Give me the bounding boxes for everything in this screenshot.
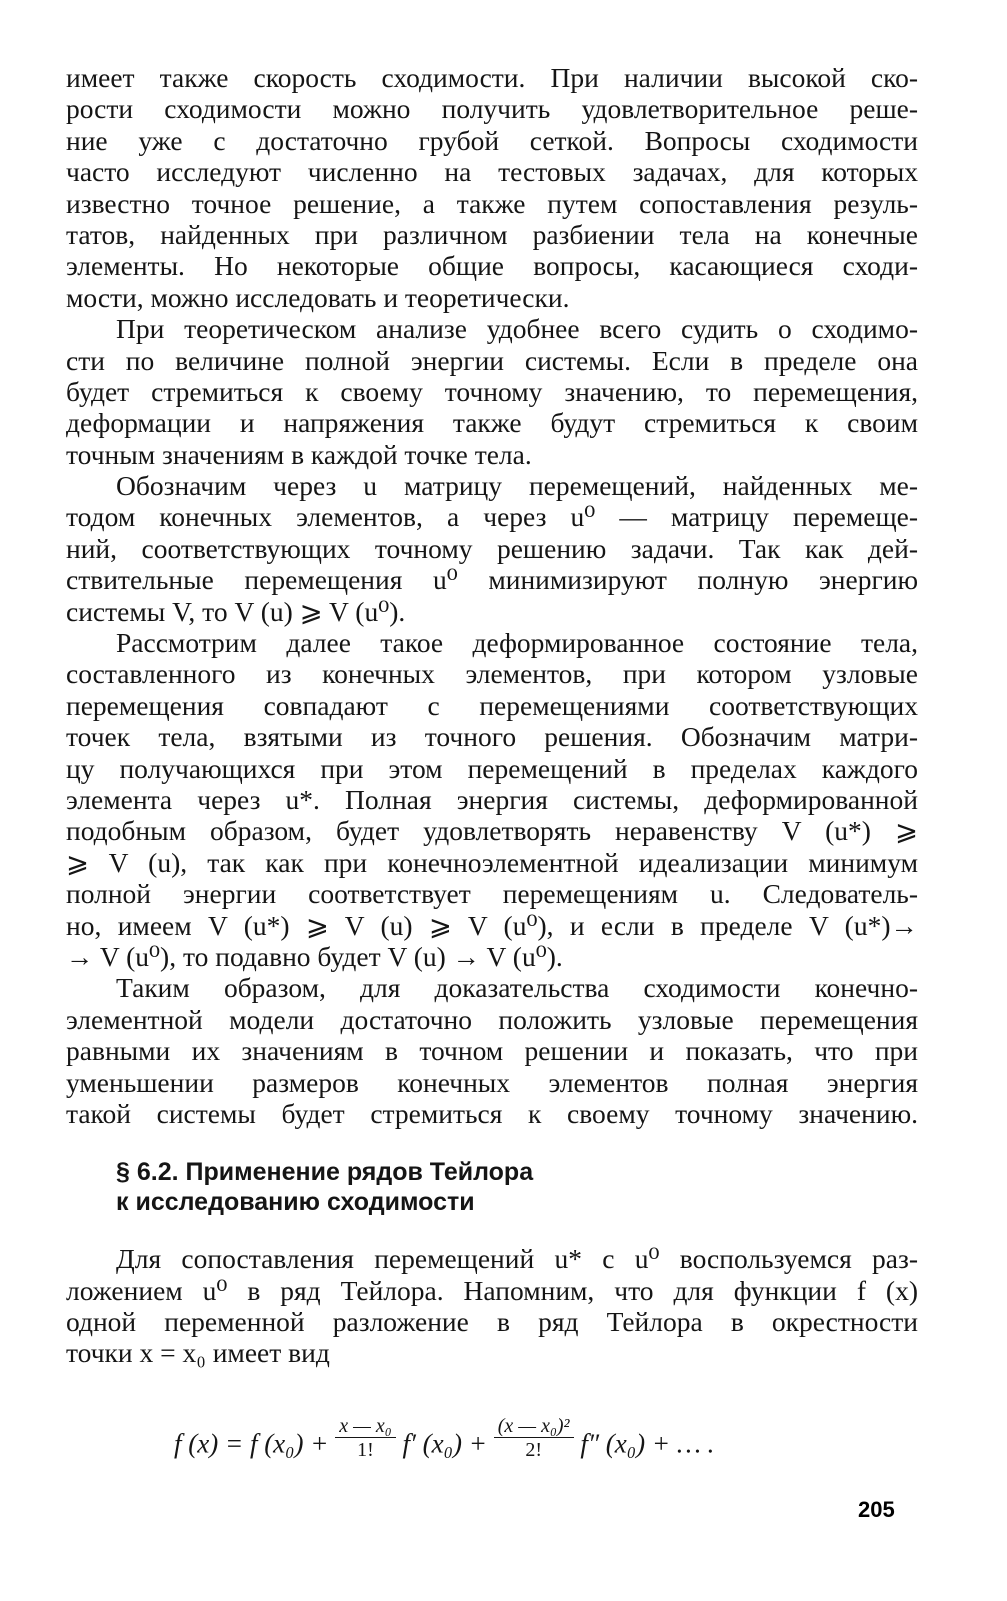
text-line: ⩾ V (u), так как при конечноэлементной идеализации минимум <box>66 846 918 878</box>
text-line: цу получающихся при этом перемещений в пределах каждого <box>66 752 918 784</box>
text-line: ствительные перемещения u⁰ минимизируют полную энергию <box>66 564 918 596</box>
text-line: татов, найденных при различном разбиении тела на конечные <box>66 218 918 250</box>
taylor-formula <box>66 1403 918 1473</box>
text-line: Рассмотрим далее такое деформированное состояние тела, <box>116 627 918 659</box>
text-line: Обозначим через u матрицу перемещений, найденных ме- <box>116 470 918 502</box>
fraction <box>335 1415 396 1462</box>
section-title-line: к исследованию сходимости <box>116 1188 475 1217</box>
paragraph-2 <box>66 313 918 470</box>
text-line: ние уже с достаточно грубой сеткой. Вопросы сходимости <box>66 124 918 156</box>
text-line: полной энергии соответствует перемещениям u. Следователь- <box>66 878 918 910</box>
text-line: уменьшении размеров конечных элементов полная энергия <box>66 1066 918 1098</box>
text-line: часто исследуют численно на тестовых задачах, для которых <box>66 156 918 188</box>
text-line: При теоретическом анализе удобнее всего судить о сходимо- <box>116 313 918 345</box>
paragraph-1 <box>66 62 918 313</box>
text-line: такой системы будет стремиться к своему точному значению. <box>66 1097 918 1129</box>
text-line: сти по величине полной энергии системы. Если в пределе она <box>66 344 918 376</box>
text-line: деформации и напряжения также будут стремиться к своим <box>66 407 918 439</box>
text-line: рости сходимости можно получить удовлетворительное реше- <box>66 93 918 125</box>
text-line: равными их значениям в точном решении и показать, что при <box>66 1035 918 1067</box>
text-line: будет стремиться к своему точному значению, то перемещения, <box>66 375 918 407</box>
text-line: мости, можно исследовать и теоретически. <box>66 281 570 313</box>
text-line: подобным образом, будет удовлетворять неравенству V (u*) ⩾ <box>66 815 918 847</box>
text-line: элемента через u*. Полная энергия системы, деформированной <box>66 783 918 815</box>
fraction-denominator: 1! <box>357 1438 374 1461</box>
text-line: → V (u⁰), то подавно будет V (u) → V (u⁰). <box>66 940 563 972</box>
formula-part: f (x) = f (x₀) + <box>174 1428 336 1459</box>
paragraph-3 <box>66 470 918 627</box>
text-line: элементы. Но некоторые общие вопросы, касающиеся сходи- <box>66 250 918 282</box>
fraction-numerator: x — x₀ <box>335 1415 396 1438</box>
paragraph-4 <box>66 627 918 972</box>
fraction-numerator: (x — x₀)² <box>494 1415 574 1438</box>
paragraph-5 <box>66 972 918 1129</box>
paragraph-6 <box>66 1243 918 1369</box>
formula-part: f″ (x₀) + … . <box>573 1428 715 1459</box>
text-line: тодом конечных элементов, а через u⁰ — матрицу перемеще- <box>66 501 918 533</box>
text-line: имеет также скорость сходимости. При наличии высокой ско- <box>66 62 918 93</box>
section-title-line: § 6.2. Применение рядов Тейлора <box>116 1158 534 1187</box>
text-line: Для сопоставления перемещений u* с u⁰ воспользуемся раз- <box>116 1243 918 1275</box>
fraction <box>494 1415 574 1462</box>
text-line: одной переменной разложение в ряд Тейлора в окрестности <box>66 1306 918 1338</box>
text-line: точек тела, взятыми из точного решения. Обозначим матри- <box>66 721 918 753</box>
text-line: системы V, то V (u) ⩾ V (u⁰). <box>66 595 406 627</box>
text-line: ложением u⁰ в ряд Тейлора. Напомним, что для функции f (x) <box>66 1274 918 1306</box>
text-line: но, имеем V (u*) ⩾ V (u) ⩾ V (u⁰), и если в пределе V (u*)→ <box>66 909 918 941</box>
formula-part: f′ (x₀) + <box>395 1428 494 1459</box>
fraction-denominator: 2! <box>525 1438 542 1461</box>
text-line: элементной модели достаточно положить узловые перемещения <box>66 1003 918 1035</box>
text-line: составленного из конечных элементов, при котором узловые <box>66 658 918 690</box>
text-line: известно точное решение, а также путем сопоставления резуль- <box>66 187 918 219</box>
text-line: ний, соответствующих точному решению задачи. Так как дей- <box>66 532 918 564</box>
text-line: точки x = x₀ имеет вид <box>66 1337 330 1369</box>
page-body <box>66 62 918 1473</box>
text-line: Таким образом, для доказательства сходимости конечно- <box>116 972 918 1004</box>
page-number: 205 <box>858 1497 895 1522</box>
text-line: перемещения совпадают с перемещениями соответствующих <box>66 689 918 721</box>
text-line: точным значениям в каждой точке тела. <box>66 438 532 470</box>
section-heading <box>66 1157 918 1217</box>
